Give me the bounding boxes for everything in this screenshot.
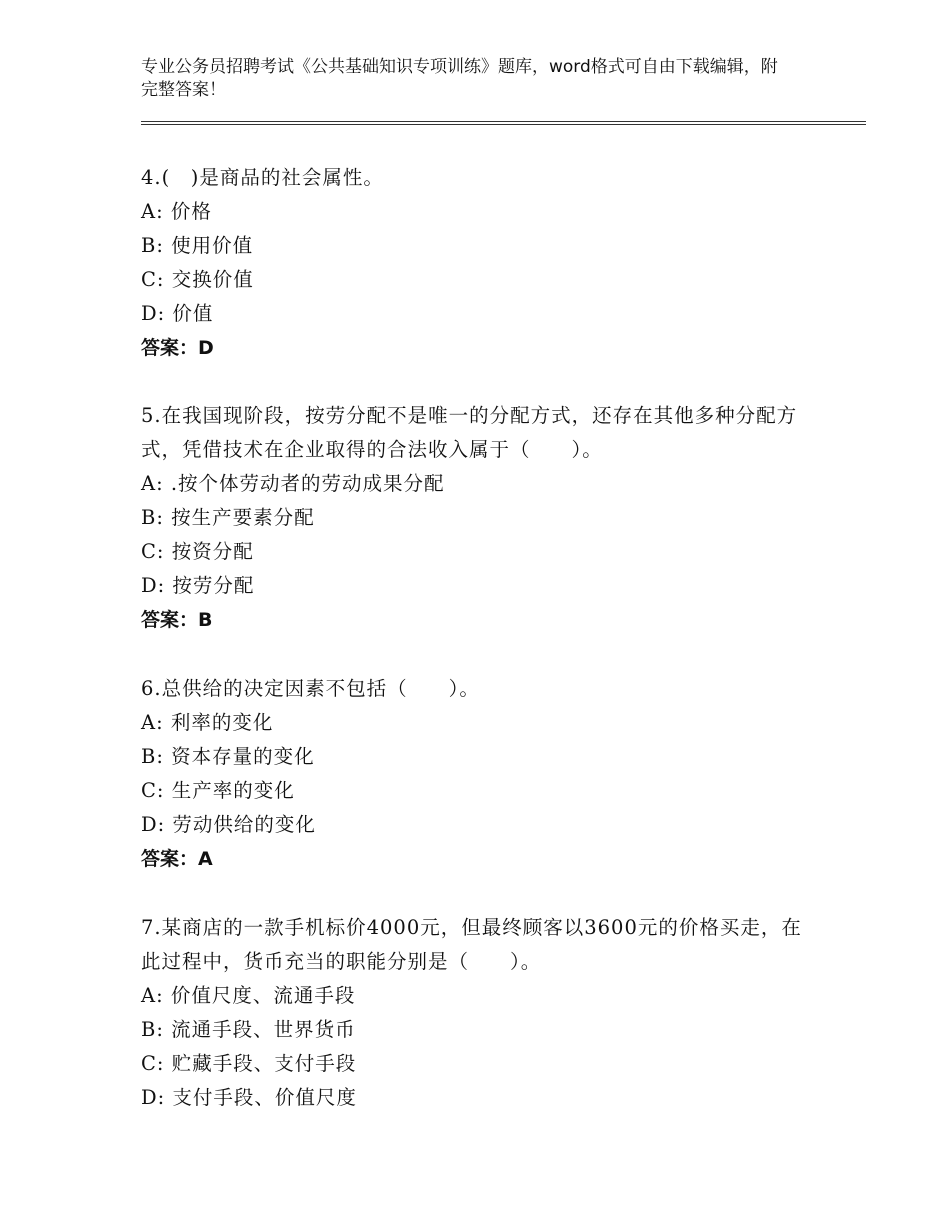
option-d: D: 劳动供给的变化: [141, 813, 316, 836]
document-header: 专业公务员招聘考试《公共基础知识专项训练》题库，word格式可自由下载编辑，附完整答案！: [141, 57, 778, 100]
option-a: A: 利率的变化: [141, 711, 274, 734]
option-c: C: 贮藏手段、支付手段: [141, 1052, 357, 1075]
option-b: B: 流通手段、世界货币: [141, 1018, 356, 1041]
option-b: B: 使用价值: [141, 234, 254, 257]
question-5: [141, 399, 821, 637]
option-b: B: 按生产要素分配: [141, 506, 315, 529]
option-b: B: 资本存量的变化: [141, 745, 315, 768]
header-divider-top: [141, 121, 866, 122]
header-divider-bottom: [141, 124, 866, 125]
option-d: D: 按劳分配: [141, 574, 255, 597]
answer-label: 答案：B: [141, 609, 213, 631]
question-7: [141, 911, 821, 1115]
answer-label: 答案：D: [141, 337, 214, 359]
option-a: A: 价格: [141, 200, 212, 223]
question-stem: 6.总供给的决定因素不包括（ ）。: [141, 677, 480, 700]
answer-label: 答案：A: [141, 848, 213, 870]
option-d: D: 价值: [141, 302, 214, 325]
question-4: [141, 161, 821, 365]
option-c: C: 按资分配: [141, 540, 254, 563]
question-stem: 4.( )是商品的社会属性。: [141, 166, 384, 189]
option-d: D: 支付手段、价值尺度: [141, 1086, 357, 1109]
option-a: A: 价值尺度、流通手段: [141, 984, 356, 1007]
question-stem: 5.在我国现阶段，按劳分配不是唯一的分配方式，还存在其他多种分配方式，凭借技术在企业取得的合法收入属于（ ）。: [141, 404, 798, 461]
option-c: C: 生产率的变化: [141, 779, 295, 802]
option-a: A: .按个体劳动者的劳动成果分配: [141, 472, 445, 495]
question-stem: 7.某商店的一款手机标价4000元，但最终顾客以3600元的价格买走，在此过程中，货币充当的职能分别是（ ）。: [141, 916, 802, 973]
option-c: C: 交换价值: [141, 268, 254, 291]
question-6: [141, 672, 821, 876]
